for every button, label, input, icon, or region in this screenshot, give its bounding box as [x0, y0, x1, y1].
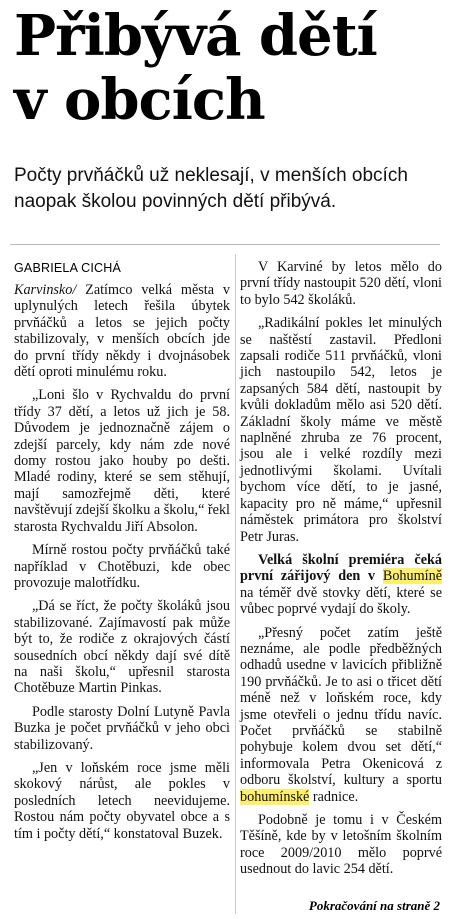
paragraph-text: Zatímco velká města v uplynulých letech řešila úbytek prvňáčků a letos se jejich počty stabilizovaly, v menších obcích jde do první třídy někdy i dvojnásobek dětí oproti minulému roku. — [14, 282, 230, 381]
paragraph: „Loni šlo v Rychvaldu do první třídy 37 dětí, a letos už jich je 58. Důvodem je jednoznačně zájem o zdejší parcely, kdy nám zde nové domy rostou jako houby po dešti. Mladé rodiny, které se sem stěhují, mají samozřejmě děti, které navštěvují zdejší školku a školu,“ řekl starosta Rychvaldu Jiří Absolon. — [14, 387, 230, 535]
paragraph: Podle starosty Dolní Lutyně Pavla Buzka je počet prvňáčků v jeho obci stabilizovaný. — [14, 703, 230, 753]
paragraph-text: Velká školní premiéra čeká první zářijový den v — [240, 551, 442, 585]
continuation-note: Pokračování na straně 2 — [308, 898, 440, 913]
highlighted-word: Bohumíně — [382, 568, 442, 585]
byline: GABRIELA CICHÁ — [14, 261, 121, 275]
paragraph: „Radikální pokles let minulých se naštěstí zastavil. Předloni zapsali rodiče 511 prvňáčků, vloni jich nastoupilo 542, letos je zapsaných 584 dětí, nastoupit by kvůli dokladům mělo asi 520 dětí. Základní školy máme ve městě naplněné zhruba ze 76 procent, jsou ale i velké rozdíly mezi jednotlivými školami. Uvítali bychom více dětí, to je jasné, kapacity pro ně máme,“ upřesnil náměstek primátora pro školství Petr Juras. — [240, 315, 442, 545]
column-divider — [235, 254, 236, 914]
paragraph: V Karviné by letos mělo do první třídy nastoupit 520 dětí, vloni to bylo 542 školáků. — [240, 259, 442, 308]
headline-line-2: v obcích — [14, 67, 265, 133]
paragraph — [14, 282, 230, 380]
headline-line-1: Přibývá dětí — [14, 3, 377, 69]
divider — [10, 244, 440, 245]
paragraph-text: na téměř dvě stovky dětí, které se vůbec poprvé vydají do školy. — [240, 584, 442, 618]
subtitle: Počty prvňáčků už neklesají, v menších obcích naopak školou povinných dětí přibývá. — [14, 165, 408, 212]
dateline: Karvinsko/ — [14, 282, 77, 298]
paragraph — [240, 625, 442, 805]
headline — [14, 4, 444, 132]
paragraph-text: „Přesný počet zatím ještě neznáme, ale podle předběžných odhadů usedne v lavicích přibližně 190 prvňáčků. Je to asi o třicet dětí méně než v loňském roce, kdy jsme otevřeli o jednu třídu navíc. Počet prvňáčků se stabilně pohybuje kolem dvou set dětí,“ informovala Petra Okenicová z odboru školství, kultury a sportu — [240, 624, 442, 789]
paragraph: Mírně rostou počty prvňáčků také například v Chotěbuzi, kde obec provozuje malotřídku. — [14, 542, 230, 591]
highlighted-word: bohumínské — [240, 788, 310, 805]
paragraph: „Dá se říct, že počty školáků jsou stabilizované. Zajímavostí pak může být to, že rodiče z okrajových částí sousedních obcí někdy dají své dítě na naši školu,“ upřesnil starosta Chotěbuze Martin Pinkas. — [14, 598, 230, 697]
paragraph: „Jen v loňském roce jsme měli skokový nárůst, ale pokles v posledních letech neevidujeme. Rostou nám počty obyvatel obce a s tím i počty dětí,“ konstatoval Buzek. — [14, 759, 230, 842]
paragraph — [240, 552, 442, 618]
paragraph: Podobně je tomu i v Českém Těšíně, kde by v letošním školním roce 2009/2010 mělo poprvé usednout do lavic 254 dětí. — [240, 812, 442, 878]
paragraph-text: radnice. — [309, 788, 359, 805]
article-column-1 — [14, 282, 230, 849]
article-column-2 — [240, 259, 442, 885]
